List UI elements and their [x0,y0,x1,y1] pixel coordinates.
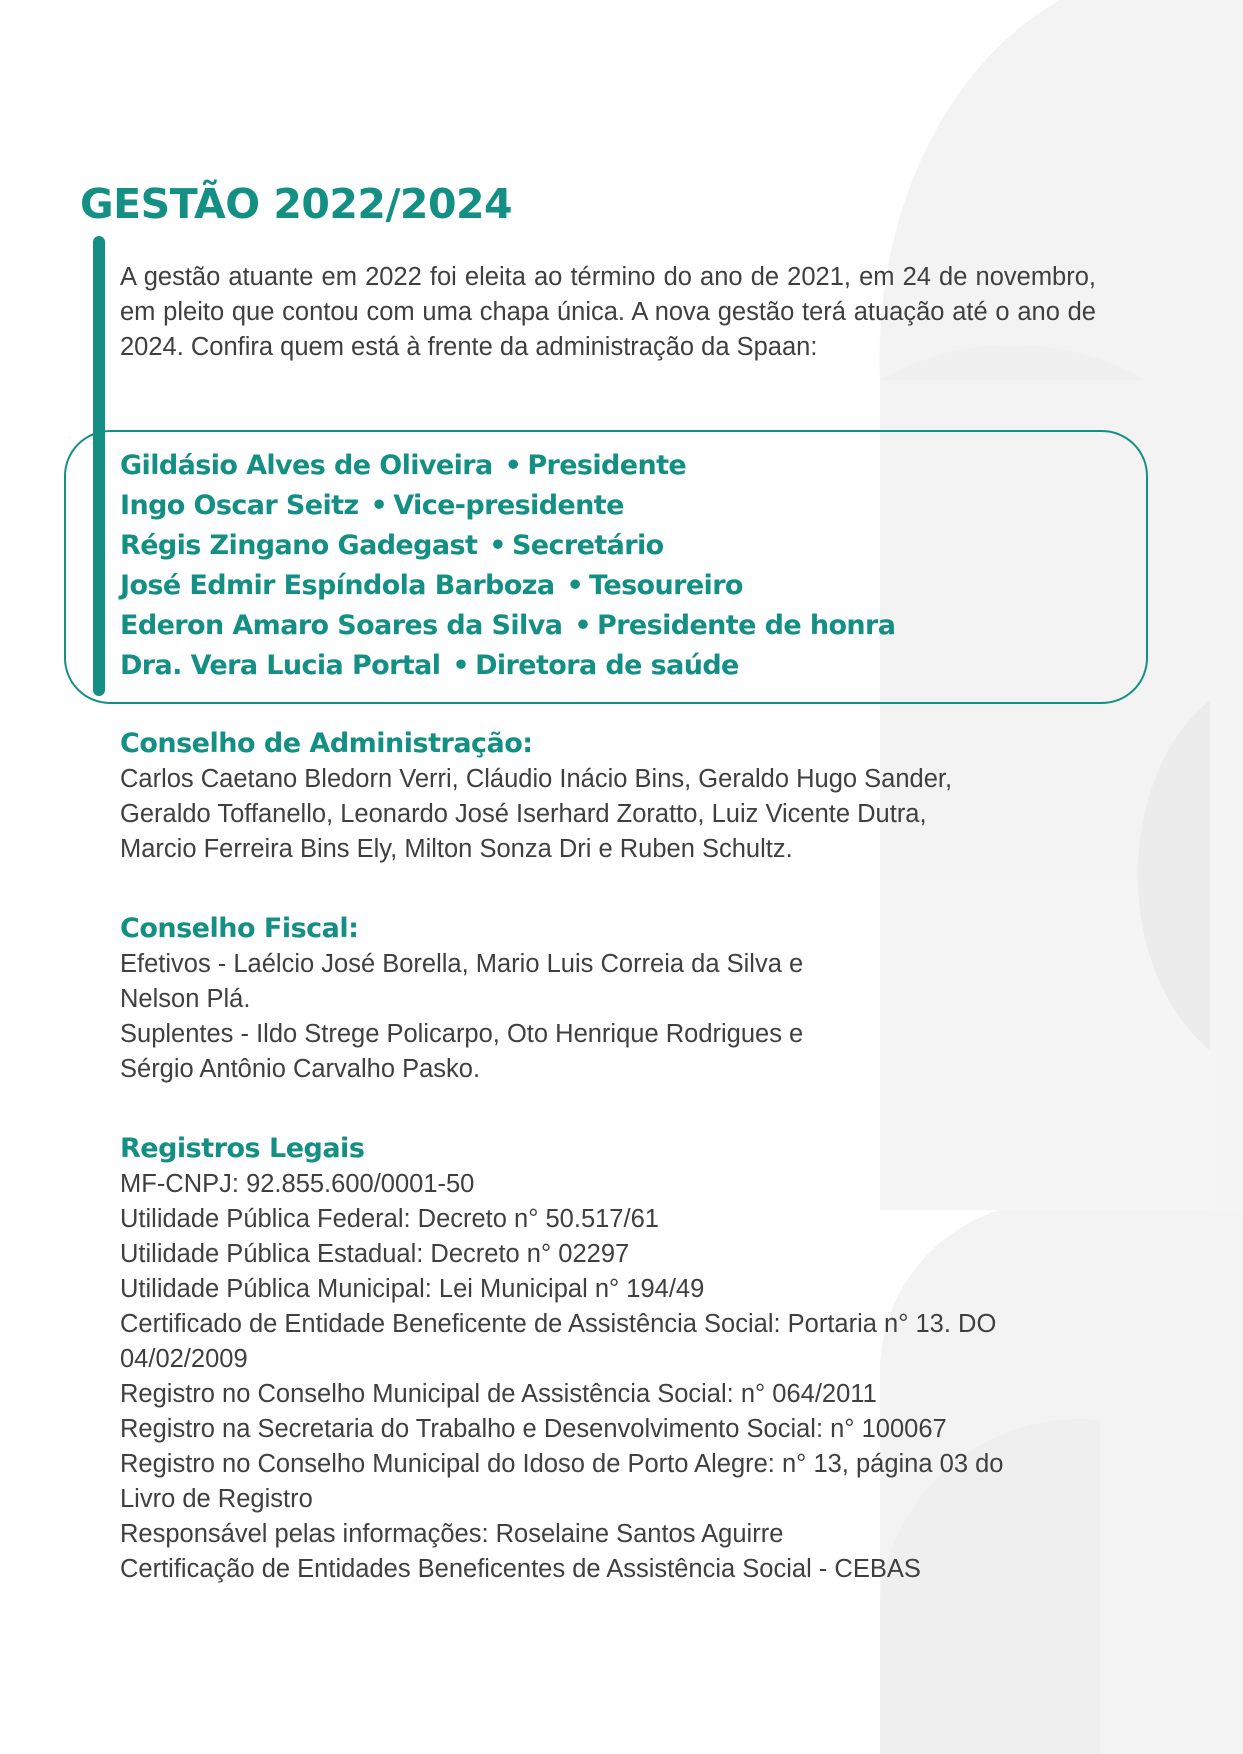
text-line: Registro no Conselho Municipal de Assistência Social: n° 064/2011 [120,1380,877,1408]
board-member [120,486,895,526]
board-member [120,526,895,566]
text-line: Utilidade Pública Municipal: Lei Municipal n° 194/49 [120,1275,705,1303]
page-title: GESTÃO 2022/2024 [80,180,513,228]
section-body [120,1167,1110,1587]
conselho-administracao-section [120,726,1110,867]
member-name: Régis Zingano Gadegast [120,530,478,561]
text-line: Suplentes - Ildo Strege Policarpo, Oto Henrique Rodrigues e [120,1020,804,1048]
text-line: Utilidade Pública Estadual: Decreto n° 02297 [120,1240,630,1268]
board-member [120,606,895,646]
text-line: Utilidade Pública Federal: Decreto n° 50.517/61 [120,1205,659,1233]
member-role: Presidente [527,450,687,481]
board-member [120,566,895,606]
member-role: Secretário [511,530,664,561]
member-role: Vice-presidente [393,490,624,521]
registros-legais-section [120,1131,1110,1587]
bullet-separator: • [370,490,388,521]
text-line: Carlos Caetano Bledorn Verri, Cláudio Inácio Bins, Geraldo Hugo Sander, [120,765,953,793]
member-role: Tesoureiro [589,570,743,601]
member-name: José Edmir Espíndola Barboza [120,570,555,601]
member-name: Ingo Oscar Seitz [120,490,359,521]
conselho-fiscal-section [120,911,1110,1087]
text-line: Geraldo Toffanello, Leonardo José Iserhard Zoratto, Luiz Vicente Dutra, [120,800,927,828]
text-line: Responsável pelas informações: Roselaine Santos Aguirre [120,1520,784,1548]
member-name: Gildásio Alves de Oliveira [120,450,493,481]
text-line: Certificado de Entidade Beneficente de Assistência Social: Portaria n° 13. DO [120,1310,997,1338]
member-name: Ederon Amaro Soares da Silva [120,610,563,641]
section-body [120,762,1110,867]
member-role: Diretora de saúde [475,650,739,681]
text-line: Sérgio Antônio Carvalho Pasko. [120,1055,481,1083]
text-line: Registro na Secretaria do Trabalho e Desenvolvimento Social: n° 100067 [120,1415,947,1443]
section-heading: Conselho de Administração: [120,728,533,759]
text-line: Efetivos - Laélcio José Borella, Mario Luis Correia da Silva e [120,950,804,978]
intro-paragraph: A gestão atuante em 2022 foi eleita ao término do ano de 2021, em 24 de novembro, em pleito que contou com uma chapa única. A nova gestão terá atuação até o ano de 2024. Confira quem está à frente da administração da Spaan: [120,263,1096,361]
section-heading: Conselho Fiscal: [120,913,359,944]
member-name: Dra. Vera Lucia Portal [120,650,441,681]
text-line: MF-CNPJ: 92.855.600/0001-50 [120,1170,475,1198]
bullet-separator: • [504,450,522,481]
bullet-separator: • [452,650,470,681]
text-line: Livro de Registro [120,1485,313,1513]
bullet-separator: • [574,610,591,641]
board-member [120,646,895,686]
section-heading: Registros Legais [120,1133,365,1164]
text-line: Nelson Plá. [120,985,251,1013]
text-line: 04/02/2009 [120,1345,248,1373]
board-member [120,446,895,486]
text-line: Registro no Conselho Municipal do Idoso de Porto Alegre: n° 13, página 03 do [120,1450,1004,1478]
member-role: Presidente de honra [597,610,896,641]
bullet-separator: • [566,570,584,601]
text-line: Certificação de Entidades Beneficentes de Assistência Social - CEBAS [120,1555,921,1583]
text-line: Marcio Ferreira Bins Ely, Milton Sonza Dri e Ruben Schultz. [120,835,793,863]
board-list [120,446,895,686]
bullet-separator: • [489,530,506,561]
section-body [120,947,1110,1087]
